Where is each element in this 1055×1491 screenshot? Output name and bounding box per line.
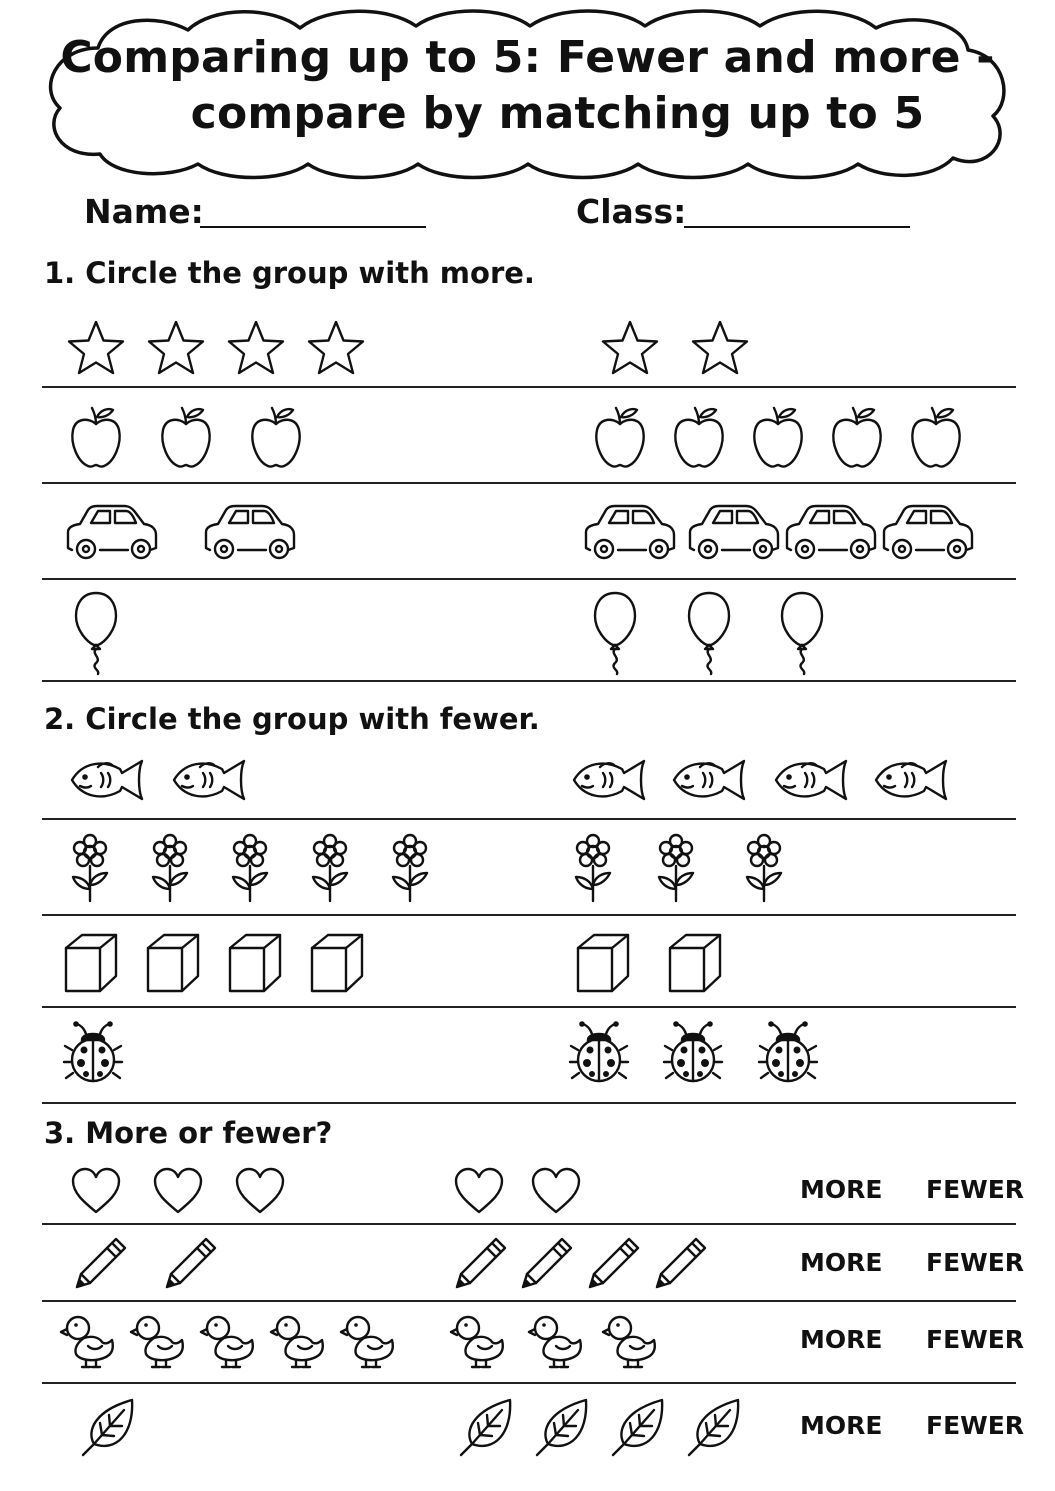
- apple-icon: [671, 404, 727, 470]
- heart-icon: [152, 1166, 204, 1216]
- apple-icon: [248, 404, 304, 470]
- leaf-icon: [686, 1396, 744, 1458]
- fish-icon: [570, 755, 650, 805]
- heart-icon: [530, 1166, 582, 1216]
- class-answer-line[interactable]: [684, 226, 910, 228]
- duck-icon: [202, 1312, 256, 1370]
- fewer-choice[interactable]: FEWER: [926, 1248, 1025, 1277]
- leaf-icon: [534, 1396, 592, 1458]
- row-divider: [42, 482, 1016, 484]
- section-2-heading: 2. Circle the group with fewer.: [44, 702, 540, 736]
- cube-icon: [144, 932, 202, 994]
- pencil-icon: [162, 1236, 218, 1292]
- flower-icon: [387, 833, 433, 903]
- row-divider: [42, 578, 1016, 580]
- heart-icon: [453, 1166, 505, 1216]
- pencil-icon: [652, 1236, 708, 1292]
- car-icon: [783, 502, 877, 562]
- leaf-icon: [458, 1396, 516, 1458]
- fewer-choice[interactable]: FEWER: [926, 1175, 1025, 1204]
- car-icon: [582, 502, 676, 562]
- star-icon: [146, 319, 206, 377]
- apple-icon: [68, 404, 124, 470]
- row-divider: [42, 1223, 1016, 1225]
- name-label: Name:: [84, 192, 204, 231]
- worksheet-title-line-1: Comparing up to 5: Fewer and more -: [60, 32, 995, 83]
- cube-icon: [226, 932, 284, 994]
- cube-icon: [574, 932, 632, 994]
- cube-icon: [62, 932, 120, 994]
- apple-icon: [829, 404, 885, 470]
- duck-icon: [452, 1312, 506, 1370]
- apple-icon: [908, 404, 964, 470]
- fish-icon: [772, 755, 852, 805]
- more-choice[interactable]: MORE: [800, 1248, 883, 1277]
- duck-icon: [62, 1312, 116, 1370]
- flower-icon: [227, 833, 273, 903]
- heart-icon: [70, 1166, 122, 1216]
- worksheet-title-line-2: compare by matching up to 5: [190, 88, 925, 139]
- cube-icon: [308, 932, 366, 994]
- row-divider: [42, 1382, 1016, 1384]
- balloon-icon: [73, 590, 119, 676]
- pencil-icon: [585, 1236, 641, 1292]
- duck-icon: [342, 1312, 396, 1370]
- duck-icon: [604, 1312, 658, 1370]
- apple-icon: [750, 404, 806, 470]
- more-choice[interactable]: MORE: [800, 1175, 883, 1204]
- row-divider: [42, 1006, 1016, 1008]
- cube-icon: [666, 932, 724, 994]
- pencil-icon: [72, 1236, 128, 1292]
- duck-icon: [272, 1312, 326, 1370]
- apple-icon: [592, 404, 648, 470]
- row-divider: [42, 1300, 1016, 1302]
- row-divider: [42, 818, 1016, 820]
- balloon-icon: [686, 590, 732, 676]
- class-label: Class:: [576, 192, 687, 231]
- star-icon: [66, 319, 126, 377]
- row-divider: [42, 1102, 1016, 1104]
- balloon-icon: [779, 590, 825, 676]
- ladybug-icon: [757, 1020, 819, 1086]
- row-divider: [42, 680, 1016, 682]
- fewer-choice[interactable]: FEWER: [926, 1325, 1025, 1354]
- leaf-icon: [80, 1396, 138, 1458]
- flower-icon: [653, 833, 699, 903]
- car-icon: [880, 502, 974, 562]
- apple-icon: [158, 404, 214, 470]
- car-icon: [64, 502, 158, 562]
- ladybug-icon: [62, 1020, 124, 1086]
- flower-icon: [147, 833, 193, 903]
- fish-icon: [170, 755, 250, 805]
- duck-icon: [530, 1312, 584, 1370]
- ladybug-icon: [568, 1020, 630, 1086]
- balloon-icon: [592, 590, 638, 676]
- pencil-icon: [518, 1236, 574, 1292]
- fish-icon: [872, 755, 952, 805]
- more-choice[interactable]: MORE: [800, 1325, 883, 1354]
- more-choice[interactable]: MORE: [800, 1411, 883, 1440]
- fewer-choice[interactable]: FEWER: [926, 1411, 1025, 1440]
- fish-icon: [68, 755, 148, 805]
- flower-icon: [570, 833, 616, 903]
- flower-icon: [307, 833, 353, 903]
- pencil-icon: [452, 1236, 508, 1292]
- car-icon: [686, 502, 780, 562]
- star-icon: [600, 319, 660, 377]
- star-icon: [226, 319, 286, 377]
- row-divider: [42, 914, 1016, 916]
- leaf-icon: [610, 1396, 668, 1458]
- flower-icon: [67, 833, 113, 903]
- row-divider: [42, 386, 1016, 388]
- flower-icon: [741, 833, 787, 903]
- name-answer-line[interactable]: [200, 226, 426, 228]
- fish-icon: [670, 755, 750, 805]
- section-3-heading: 3. More or fewer?: [44, 1116, 333, 1150]
- ladybug-icon: [662, 1020, 724, 1086]
- section-1-heading: 1. Circle the group with more.: [44, 256, 535, 290]
- heart-icon: [234, 1166, 286, 1216]
- duck-icon: [132, 1312, 186, 1370]
- star-icon: [690, 319, 750, 377]
- car-icon: [202, 502, 296, 562]
- star-icon: [306, 319, 366, 377]
